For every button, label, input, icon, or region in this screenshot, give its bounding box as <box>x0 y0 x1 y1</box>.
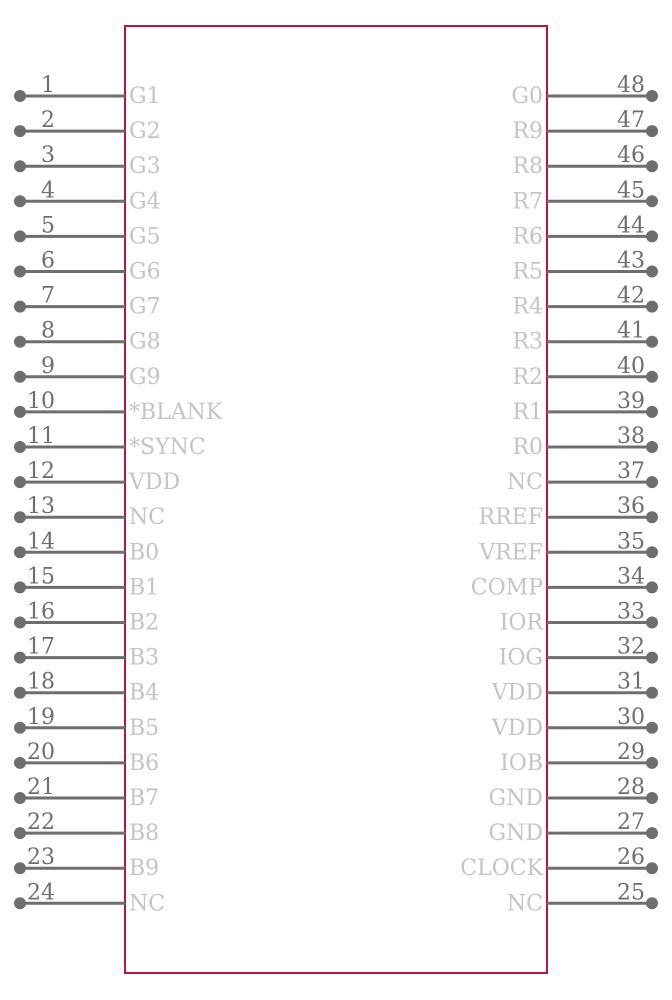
pin-number: 20 <box>27 739 55 765</box>
pin-37 <box>507 459 658 495</box>
pin-number: 21 <box>27 775 55 800</box>
pin-number: 11 <box>27 424 55 449</box>
pin-number: 28 <box>617 775 645 800</box>
pin-number: 7 <box>41 283 55 309</box>
pin-39 <box>512 389 658 425</box>
pin-number: 36 <box>617 494 645 520</box>
pin-31 <box>491 670 658 706</box>
pin-terminal-dot <box>646 827 658 839</box>
pin-terminal-dot <box>646 160 658 172</box>
pin-number: 8 <box>41 318 55 344</box>
pin-number: 46 <box>617 143 645 169</box>
pin-number: 27 <box>617 810 645 836</box>
pin-terminal-dot <box>14 792 26 804</box>
pin-terminal-dot <box>646 266 658 278</box>
pin-terminal-dot <box>646 897 658 909</box>
pin-18 <box>14 670 159 706</box>
pin-number: 23 <box>27 845 55 871</box>
pin-number: 34 <box>617 564 645 590</box>
pin-16 <box>14 600 159 636</box>
pin-43 <box>512 249 658 285</box>
pin-6 <box>14 249 161 285</box>
pin-terminal-dot <box>14 862 26 874</box>
pin-number: 44 <box>617 213 645 239</box>
pin-name: B0 <box>129 540 160 566</box>
pin-44 <box>512 213 658 249</box>
pin-terminal-dot <box>646 301 658 313</box>
pin-name: R2 <box>512 364 543 390</box>
pin-name: R5 <box>512 259 543 285</box>
pin-name: G1 <box>129 84 161 109</box>
pin-number: 40 <box>617 353 645 379</box>
pin-30 <box>491 705 658 741</box>
pin-name: R8 <box>512 154 543 180</box>
pin-name: B3 <box>129 645 160 671</box>
pin-terminal-dot <box>14 230 26 242</box>
pin-name: IOB <box>500 750 543 776</box>
pin-terminal-dot <box>646 90 658 102</box>
pin-terminal-dot <box>646 441 658 453</box>
pin-terminal-dot <box>646 336 658 348</box>
pin-name: G5 <box>129 224 161 250</box>
pin-terminal-dot <box>14 406 26 418</box>
pin-number: 3 <box>41 143 55 169</box>
pin-terminal-dot <box>646 511 658 523</box>
pin-number: 1 <box>41 73 55 98</box>
pin-name: B4 <box>129 680 160 706</box>
pin-27 <box>489 810 658 846</box>
pin-terminal-dot <box>646 371 658 383</box>
pin-number: 16 <box>27 599 55 625</box>
pin-number: 26 <box>617 845 645 871</box>
pin-terminal-dot <box>646 195 658 207</box>
pin-38 <box>512 424 658 460</box>
pin-terminal-dot <box>14 581 26 593</box>
pin-13 <box>14 494 165 530</box>
pin-number: 9 <box>41 353 55 379</box>
pin-36 <box>479 494 658 530</box>
pin-terminal-dot <box>14 617 26 629</box>
pin-name: NC <box>129 891 166 917</box>
pin-number: 15 <box>27 564 55 590</box>
pin-25 <box>507 880 658 916</box>
pin-name: B6 <box>129 750 160 776</box>
pin-17 <box>14 635 159 671</box>
pin-5 <box>14 213 161 249</box>
pin-terminal-dot <box>646 406 658 418</box>
pin-number: 5 <box>41 213 55 239</box>
pin-8 <box>14 319 161 355</box>
pin-name: *SYNC <box>129 435 206 460</box>
pin-number: 37 <box>617 459 645 485</box>
pin-name: NC <box>129 505 166 531</box>
pin-terminal-dot <box>646 581 658 593</box>
pin-terminal-dot <box>14 757 26 769</box>
pin-name: G4 <box>129 189 161 215</box>
pin-name: B1 <box>129 575 160 601</box>
pin-terminal-dot <box>646 476 658 488</box>
pin-terminal-dot <box>646 617 658 629</box>
pin-number: 42 <box>617 283 645 309</box>
pin-14 <box>14 529 159 565</box>
pin-number: 35 <box>617 529 645 555</box>
pin-20 <box>14 740 159 776</box>
pin-name: G6 <box>129 259 161 285</box>
pin-21 <box>14 775 159 811</box>
pin-number: 31 <box>617 669 645 695</box>
pin-number: 2 <box>41 108 55 134</box>
pin-terminal-dot <box>14 827 26 839</box>
pin-terminal-dot <box>14 476 26 488</box>
pin-terminal-dot <box>646 687 658 699</box>
pin-name: G2 <box>129 119 161 145</box>
pin-number: 14 <box>27 529 55 555</box>
pin-name: R9 <box>512 119 543 145</box>
pin-name: B8 <box>129 821 160 847</box>
pin-number: 38 <box>617 424 645 449</box>
pin-terminal-dot <box>14 266 26 278</box>
pin-28 <box>489 775 658 811</box>
pin-terminal-dot <box>646 230 658 242</box>
pin-terminal-dot <box>14 125 26 137</box>
pin-12 <box>14 459 180 495</box>
pin-45 <box>512 178 658 214</box>
pin-number: 6 <box>41 248 55 274</box>
pin-name: R1 <box>512 399 543 425</box>
pin-10 <box>14 389 223 425</box>
pin-number: 22 <box>27 810 55 836</box>
pin-26 <box>460 845 658 881</box>
pin-number: 33 <box>617 599 645 625</box>
pin-32 <box>499 635 658 671</box>
pin-number: 12 <box>27 459 55 485</box>
pin-terminal-dot <box>14 511 26 523</box>
pin-15 <box>14 564 159 600</box>
pin-terminal-dot <box>14 897 26 909</box>
pin-terminal-dot <box>14 722 26 734</box>
pin-terminal-dot <box>14 687 26 699</box>
pin-name: G7 <box>129 294 161 320</box>
pin-7 <box>14 284 161 320</box>
pin-33 <box>500 600 658 636</box>
pin-34 <box>471 564 658 600</box>
left-pin-group <box>14 73 223 916</box>
pin-name: GND <box>488 821 543 847</box>
pin-name: R0 <box>512 435 543 460</box>
pin-29 <box>500 740 658 776</box>
pin-number: 13 <box>27 494 55 520</box>
pin-name: G8 <box>129 329 161 355</box>
pin-name: R6 <box>512 224 543 250</box>
pin-name: B2 <box>129 610 160 636</box>
pin-terminal-dot <box>646 757 658 769</box>
pin-name: RREF <box>478 505 543 531</box>
pin-number: 17 <box>27 634 55 660</box>
right-pin-group <box>460 73 658 916</box>
pin-name: R4 <box>512 294 543 320</box>
pin-name: G0 <box>511 84 543 109</box>
pin-name: CLOCK <box>460 856 543 882</box>
pin-number: 29 <box>617 739 645 765</box>
pin-terminal-dot <box>646 792 658 804</box>
pin-name: G9 <box>129 364 161 390</box>
pin-terminal-dot <box>14 336 26 348</box>
pin-number: 4 <box>41 178 55 204</box>
pin-24 <box>14 880 165 916</box>
pin-terminal-dot <box>646 722 658 734</box>
pin-terminal-dot <box>646 862 658 874</box>
pin-23 <box>14 845 159 881</box>
pin-47 <box>512 108 658 144</box>
pin-name: IOR <box>499 610 543 636</box>
pin-name: NC <box>506 470 543 496</box>
pin-2 <box>14 108 161 144</box>
pin-number: 48 <box>617 73 645 98</box>
pin-terminal-dot <box>14 441 26 453</box>
pin-number: 30 <box>617 704 645 730</box>
pin-name: R3 <box>512 329 543 355</box>
pin-name: IOG <box>498 645 543 671</box>
pin-number: 25 <box>617 880 645 906</box>
pin-number: 45 <box>617 178 645 204</box>
pin-number: 10 <box>27 388 55 414</box>
pin-name: NC <box>506 891 543 917</box>
pin-41 <box>512 319 658 355</box>
pin-name: VDD <box>129 470 181 496</box>
pin-terminal-dot <box>14 195 26 207</box>
pin-number: 24 <box>27 880 55 906</box>
pin-number: 39 <box>617 388 645 414</box>
pin-number: 47 <box>617 108 645 134</box>
pin-22 <box>14 810 159 846</box>
pin-terminal-dot <box>646 652 658 664</box>
pin-terminal-dot <box>14 301 26 313</box>
pin-name: VDD <box>491 680 543 706</box>
pin-name: R7 <box>512 189 543 215</box>
pin-name: G3 <box>129 154 161 180</box>
pin-terminal-dot <box>14 652 26 664</box>
pin-46 <box>512 143 658 179</box>
pin-40 <box>512 354 658 390</box>
pin-name: *BLANK <box>129 399 223 425</box>
pin-number: 43 <box>617 248 645 274</box>
pin-terminal-dot <box>14 546 26 558</box>
pin-name: B5 <box>129 715 160 741</box>
pin-9 <box>14 354 161 390</box>
pin-name: B9 <box>129 856 160 882</box>
pin-number: 18 <box>27 669 55 695</box>
pin-number: 41 <box>617 318 645 344</box>
ic-body-outline <box>125 26 547 973</box>
pin-terminal-dot <box>646 125 658 137</box>
pin-number: 32 <box>617 634 645 660</box>
pin-1 <box>14 73 161 109</box>
pin-name: B7 <box>129 786 160 811</box>
pin-42 <box>512 284 658 320</box>
pin-19 <box>14 705 159 741</box>
pin-name: VDD <box>491 715 543 741</box>
pin-35 <box>478 529 658 565</box>
pin-11 <box>14 424 206 460</box>
pin-3 <box>14 143 161 179</box>
pin-48 <box>511 73 658 109</box>
pin-terminal-dot <box>14 160 26 172</box>
pin-terminal-dot <box>14 371 26 383</box>
pin-terminal-dot <box>14 90 26 102</box>
pin-4 <box>14 178 161 214</box>
pin-name: VREF <box>479 540 543 566</box>
pin-name: GND <box>488 786 543 811</box>
pin-number: 19 <box>27 704 55 730</box>
pin-terminal-dot <box>646 546 658 558</box>
pin-name: COMP <box>470 575 543 601</box>
